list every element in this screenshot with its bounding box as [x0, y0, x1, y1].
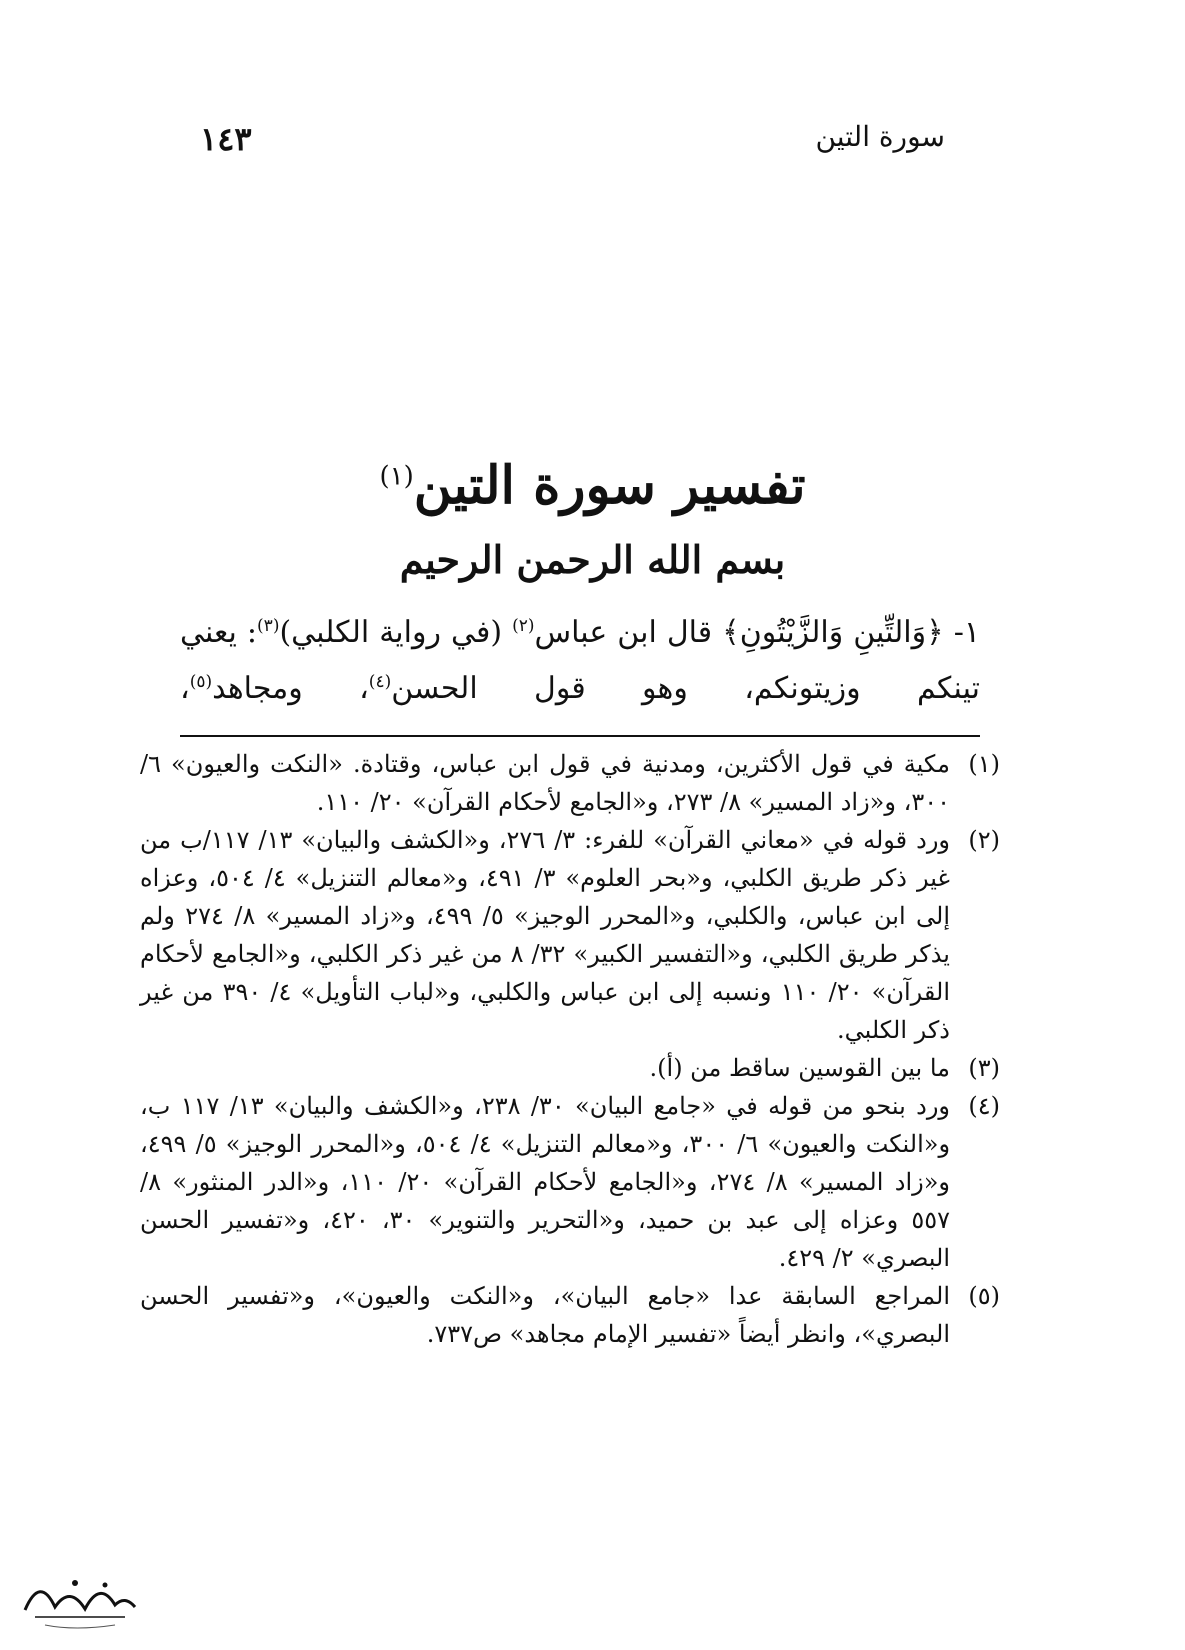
footnote-3	[140, 1049, 1000, 1087]
footnote-5	[140, 1277, 1000, 1353]
footnote-text: المراجع السابقة عدا «جامع البيان»، و«النكت والعيون»، و«تفسير الحسن البصري»، وانظر أيضاً «تفسير الإمام مجاهد» ص٧٣٧.	[140, 1282, 950, 1348]
footnote-number: (٥)	[968, 1282, 1000, 1310]
basmala: بسم الله الرحمن الرحيم	[399, 537, 786, 582]
footnote-4	[140, 1087, 1000, 1277]
footnote-ref-1[interactable]: (١)	[379, 461, 414, 492]
footnote-ref-3[interactable]: (٣)	[257, 616, 280, 636]
footnote-text: ما بين القوسين ساقط من (أ).	[649, 1054, 950, 1082]
footnote-text: ورد قوله في «معاني القرآن» للفرء: ٣/ ٢٧٦، و«الكشف والبيان» ١٣/ ١١٧/ب من غير ذكر طريق الكلبي، و«بحر العلوم» ٣/ ٤٩١، و«معالم التنزيل» ٤/ ٥٠٤، وعزاه إلى ابن عباس، والكلبي، و«المحرر الوجيز» ٥/ ٤٩٩، و«زاد المسير» ٨/ ٢٧٤ ولم يذكر طريق الكلبي، و«التفسير الكبير» ٣٢/ ٨ من غير ذكر الكلبي، و«الجامع لأحكام القرآن» ٢٠/ ١١٠ ونسبه إلى ابن عباس والكلبي، و«لباب التأويل» ٤/ ٣٩٠ من غير ذكر الكلبي.	[140, 826, 951, 1044]
footnote-ref-4[interactable]: (٤)	[368, 672, 392, 692]
calligraphy-logo-icon	[15, 1565, 145, 1635]
footnote-number: (٣)	[968, 1054, 1000, 1082]
body-text-segment: : يعني	[180, 615, 258, 650]
chapter-title-text: تفسير سورة التين	[413, 455, 806, 516]
footnote-text: ورد بنحو من قوله في «جامع البيان» ٣٠/ ٢٣٨، و«الكشف والبيان» ١٣/ ١١٧ ب، و«النكت والعيون» ٦/ ٣٠٠، و«معالم التنزيل» ٤/ ٥٠٤، و«المحرر الوجيز» ٥/ ٤٩٩، و«زاد المسير» ٨/ ٢٧٤، و«الجامع لأحكام القرآن» ٢٠/ ١١٠، و«الدر المنثور» ٨/ ٥٥٧ وعزاه إلى عبد بن حميد، و«التحرير والتنوير» ٣٠، ٤٢٠، و«تفسير الحسن البصري» ٢/ ٤٢٩.	[140, 1092, 951, 1272]
header-title: سورة التين	[815, 120, 945, 153]
chapter-title	[0, 455, 1185, 516]
footnote-text: مكية في قول الأكثرين، ومدنية في قول ابن عباس، وقتادة. «النكت والعيون» ٦/ ٣٠٠، و«زاد المسير» ٨/ ٢٧٣، و«الجامع لأحكام القرآن» ٢٠/ ١١٠.	[140, 750, 950, 816]
body-text	[180, 605, 980, 717]
body-line-1	[180, 605, 980, 661]
running-header	[200, 120, 945, 170]
footnote-ref-5[interactable]: (٥)	[189, 672, 213, 692]
footnote-number: (٤)	[968, 1092, 1000, 1120]
page-number: ١٤٣	[200, 120, 252, 158]
body-line-2	[180, 661, 980, 717]
body-text-segment: (في رواية الكلبي)	[279, 615, 513, 650]
footnote-2	[140, 821, 1000, 1049]
footnote-number: (٢)	[968, 826, 1000, 854]
footnotes	[140, 745, 1000, 1353]
body-text-segment: ١- ﴿وَالتِّينِ وَالزَّيْتُونِ﴾ قال ابن عباس	[534, 615, 981, 650]
body-text-segment: ،	[180, 671, 190, 706]
footnote-1	[140, 745, 1000, 821]
body-text-segment: ، ومجاهد	[212, 671, 369, 706]
logo-graphic	[15, 1565, 145, 1635]
footnote-ref-2[interactable]: (٢)	[512, 616, 535, 636]
body-text-segment: تينكم وزيتونكم، وهو قول الحسن	[391, 671, 980, 706]
footnote-divider	[180, 735, 980, 737]
footnote-number: (١)	[968, 750, 1000, 778]
